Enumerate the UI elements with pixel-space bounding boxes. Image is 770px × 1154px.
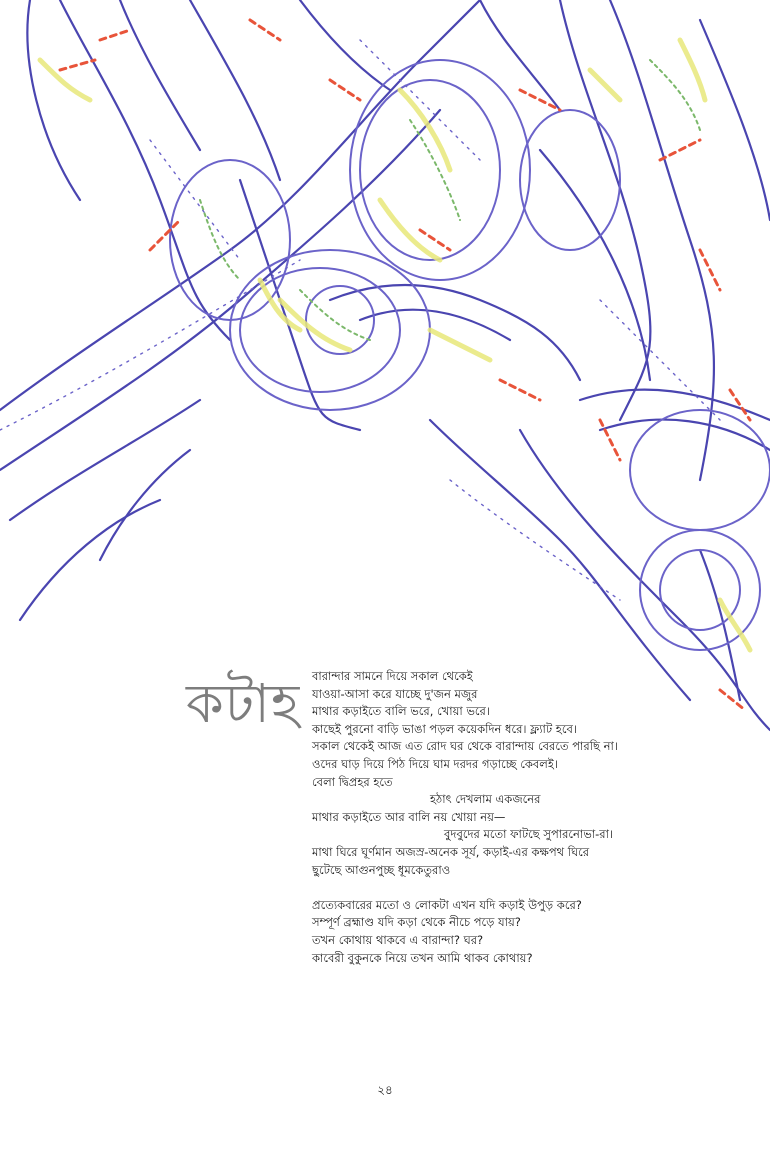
- poem-body: [312, 668, 752, 967]
- poem-line: বুদবুদের মতো ফাটছে সুপারনোভা-রা।: [444, 827, 614, 842]
- poem-line: সম্পূর্ণ ব্রহ্মাণ্ড যদি কড়া থেকে নীচে পড়ে যায়?: [312, 915, 521, 930]
- poem-line: বারান্দার সামনে দিয়ে সকাল থেকেই: [312, 669, 473, 683]
- red-accents: [60, 20, 750, 710]
- poem-line: সকাল থেকেই আজ এত রোদ ঘর থেকে বারান্দায় বেরতে পারছি না।: [312, 739, 618, 754]
- poem-line: ছুটেছে আগুনপুচ্ছ ধূমকেতুরাও: [312, 862, 451, 877]
- poem-line: কাছেই পুরনো বাড়ি ভাঙা পড়ল কয়েকদিন ধরে। ফ্ল্যাট হবে।: [312, 721, 577, 736]
- poem-line: হঠাৎ দেখলাম একজনের: [430, 792, 541, 807]
- poem-line: তখন কোথায় থাকবে এ বারান্দা? ঘর?: [312, 932, 484, 947]
- poem-line: মাথার কড়াইতে বালি ভরে, খোয়া ভরে।: [312, 704, 490, 719]
- poem-line: বেলা দ্বিপ্রহর হতে: [312, 774, 393, 789]
- green-accents: [200, 60, 700, 340]
- poem-line: যাওয়া-আসা করে যাচ্ছে দু'জন মজুর: [312, 686, 478, 701]
- poem-line: মাথার কড়াইতে আর বালি নয় খোয়া নয়—: [312, 809, 506, 824]
- poem-line: মাথা ঘিরে ঘূর্ণমান অজস্র-অনেক সূর্য, কড়াই-এর কক্ষপথ ঘিরে: [312, 844, 590, 859]
- poem-line: প্রত্যেকবারের মতো ও লোকটা এখন যদি কড়াই উপুড় করে?: [312, 897, 582, 912]
- poem-title: কটাহ: [186, 672, 301, 735]
- poem-line: [312, 879, 752, 897]
- poem-line: কাবেরী বুকুনকে নিয়ে তখন আমি থাকব কোথায়?: [312, 950, 533, 965]
- poem-line: ওদের ঘাড় দিয়ে পিঠ দিয়ে ঘাম দরদর গড়াচ্ছে কেবলই।: [312, 756, 558, 771]
- page-number: ২৪: [377, 1083, 393, 1097]
